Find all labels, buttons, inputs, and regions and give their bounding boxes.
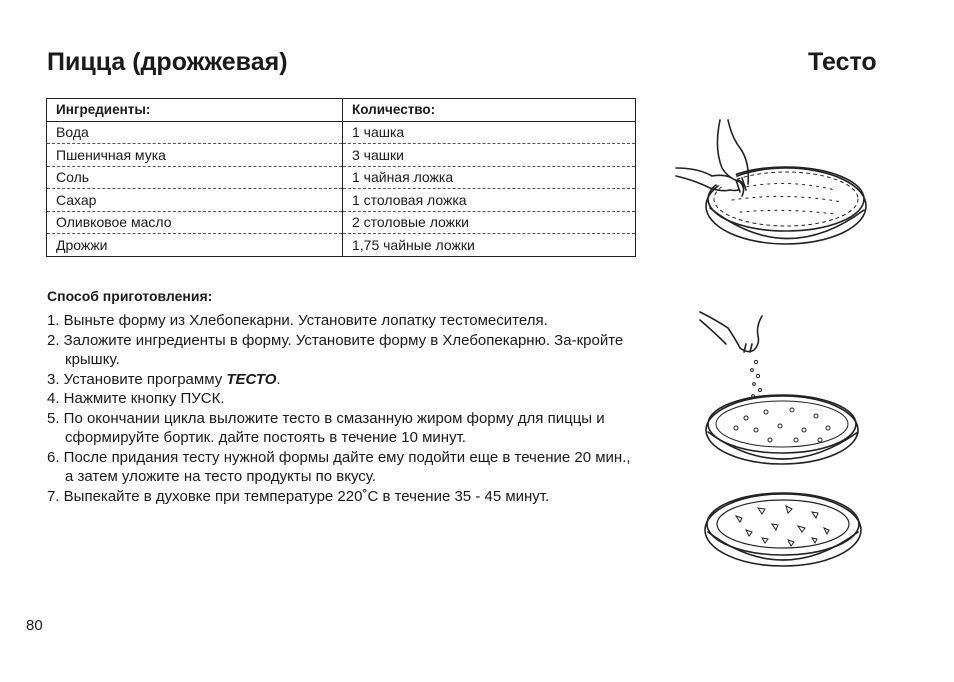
- ingredient-name: Сахар: [47, 189, 343, 212]
- table-header-row: [47, 99, 636, 122]
- ingredient-quantity: 1 чайная ложка: [343, 166, 636, 189]
- method-steps: [47, 311, 637, 506]
- ingredient-name: Вода: [47, 121, 343, 144]
- column-header-ingredients: Ингредиенты:: [47, 99, 343, 122]
- ingredient-name: Соль: [47, 166, 343, 189]
- table-row: [47, 234, 636, 257]
- ingredient-quantity: 1 столовая ложка: [343, 189, 636, 212]
- table-row: [47, 166, 636, 189]
- step-item: 1. Выньте форму из Хлебопекарни. Установите лопатку тестомесителя.: [47, 312, 548, 329]
- step-item: 4. Нажмите кнопку ПУСК.: [47, 390, 225, 407]
- page-title: Пицца (дрожжевая): [47, 48, 288, 76]
- ingredient-quantity: 1 чашка: [352, 124, 405, 141]
- step-item: 6. После придания тесту нужной формы дайте ему подойти еще в течение 20 мин., а затем уложите на тесто продукты по вкусу.: [47, 448, 631, 485]
- table-row: [47, 211, 636, 234]
- table-row: [47, 121, 636, 144]
- step-text: 3. Установите программу: [47, 370, 227, 388]
- step-text: .: [276, 370, 281, 388]
- table-row: [47, 189, 636, 212]
- column-header-quantity: Количество:: [343, 99, 636, 122]
- step-item: 5. По окончании цикла выложите тесто в смазанную жиром форму для пиццы и сформируйте бортик. дайте постоять в течение 10 минут.: [47, 409, 605, 446]
- ingredient-quantity: 1,75 чайные ложки: [343, 234, 636, 257]
- shaping-dough-icon: [670, 118, 870, 263]
- table-row: [47, 144, 636, 167]
- ingredient-quantity: 3 чашки: [343, 144, 636, 167]
- ingredients-table: [46, 98, 636, 257]
- ingredient-name: Дрожжи: [47, 234, 343, 257]
- finished-pizza-icon: [700, 488, 866, 574]
- step-item: [47, 370, 637, 390]
- sprinkling-topping-icon: [696, 300, 864, 478]
- ingredient-quantity: 2 столовые ложки: [343, 211, 636, 234]
- step-item: 2. Заложите ингредиенты в форму. Установите форму в Хлебопекарню. За-кройте крышку.: [47, 331, 624, 368]
- step-item: 7. Выпекайте в духовке при температуре 220˚С в течение 35 - 45 минут.: [47, 487, 550, 505]
- page-number: 80: [26, 617, 43, 634]
- ingredient-name: Оливковое масло: [47, 211, 343, 234]
- program-name: ТЕСТО: [226, 370, 277, 388]
- ingredient-name: Пшеничная мука: [47, 144, 343, 167]
- method-heading: Способ приготовления:: [47, 288, 213, 304]
- program-title: Тесто: [808, 48, 877, 76]
